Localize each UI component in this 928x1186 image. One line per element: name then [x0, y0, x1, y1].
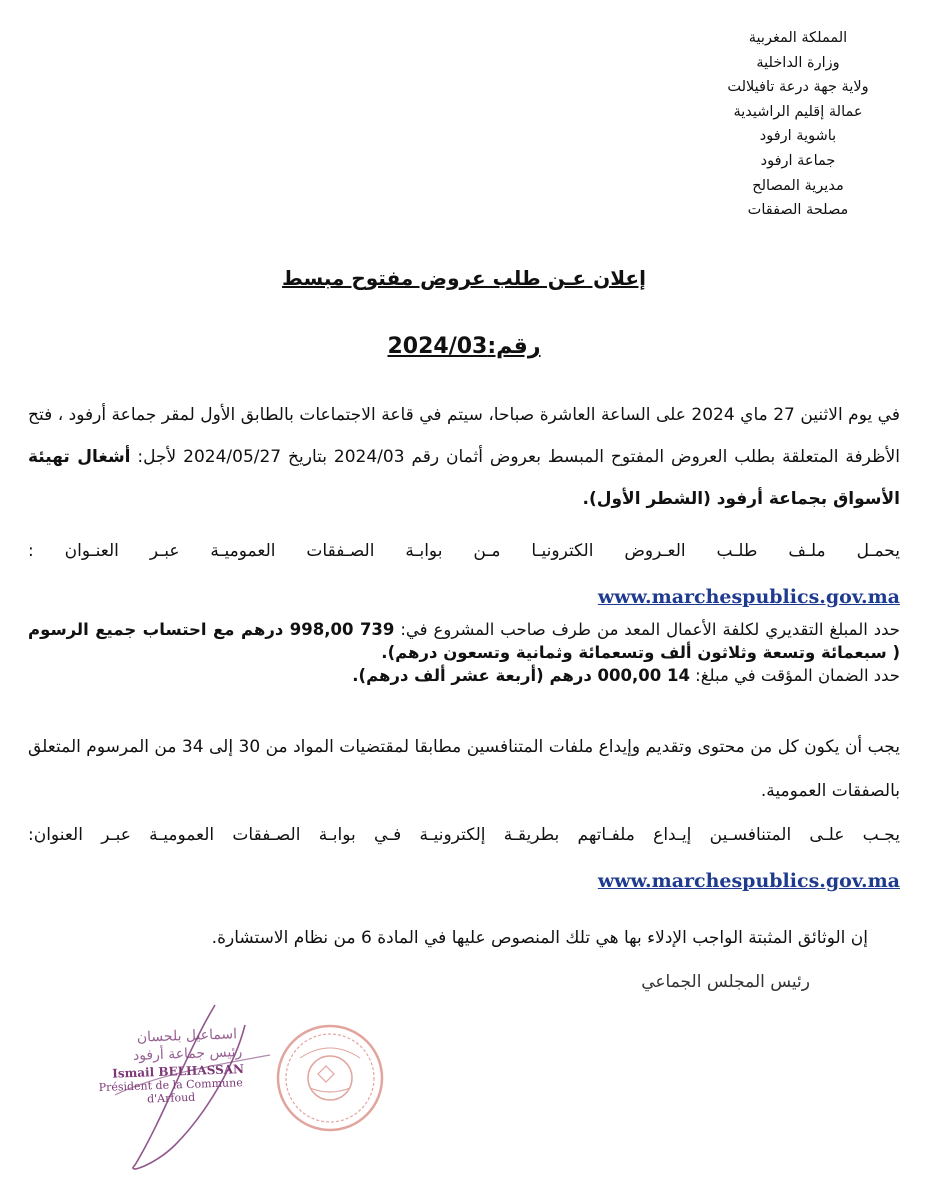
header-line-ministry: وزارة الداخلية	[756, 54, 840, 71]
compliance-paragraph: يجب أن يكون كل من محتوى وتقديم وإيداع ملفات المتنافسين مطابقا لمقتضيات المواد من 30 إلى 34 من المرسوم المتعلق بالصفقات العمومية.	[28, 737, 900, 801]
header-line-directorate: مديرية المصالح	[752, 177, 844, 194]
official-stamp	[270, 1018, 390, 1138]
signatory-ar-name: اسماعيل بلحسان	[136, 1026, 238, 1046]
issuer-header	[708, 26, 888, 223]
header-line-kingdom: المملكة المغربية	[748, 30, 848, 46]
download-paragraph	[28, 528, 900, 621]
signatory-ar-role: رئيس جماعة أرفود	[132, 1044, 243, 1064]
documents-paragraph: إن الوثائق المثبتة الواجب الإدلاء بها هي تلك المنصوص عليها في المادة 6 من نظام الاستشارة.	[211, 928, 868, 948]
download-text: يحمـل ملـف طلـب العـروض الكترونيـا مـن بوابـة الصـفقات العموميـة عبـر العنـوان :	[28, 541, 900, 561]
header-line-pachalik: باشوية ارفود	[759, 128, 837, 145]
submission-text: يجـب علـى المتنافسـين إيـداع ملفـاتهم بطريقـة إلكترونيـة فـي بوابـة الصـفقات العموميـة عبـر العنوان:	[28, 825, 900, 845]
tender-number: رقم:2024/03	[387, 334, 541, 359]
opening-paragraph	[28, 394, 900, 520]
document-title: إعلان عـن طلب عروض مفتوح مبسط	[282, 266, 646, 290]
opening-text: في يوم الاثنين 27 ماي 2024 على الساعة العاشرة صباحا، سيتم في قاعة الاجتماعات بالطابق الأول لمقر جماعة أرفود ، فتح الأظرفة المتعلقة بطلب العروض المفتوح المبسط بعروض أثمان رقم 2024/03 بتاريخ 2024/05/27 لأجل:	[28, 405, 900, 467]
header-line-commune: جماعة ارفود	[760, 152, 836, 169]
signatory-en-name: Ismail BELHASSAN	[111, 1062, 245, 1081]
estimate-amount: 739 998,00 درهم مع احتساب جميع الرسوم ( سبعمائة وتسعة وثلاثون ألف وتسعمائة وثمانية وتسعون درهم).	[28, 620, 900, 662]
header-line-service: مصلحة الصفقات	[747, 202, 849, 219]
portal-link-2[interactable]: www.marchespublics.gov.ma	[597, 870, 900, 892]
guarantee-text: حدد الضمان المؤقت في مبلغ:	[689, 666, 900, 685]
portal-link[interactable]: www.marchespublics.gov.ma	[597, 586, 900, 608]
guarantee-amount: 14 000,00 درهم (أربعة عشر ألف درهم).	[352, 666, 690, 685]
signatory-en-commune: d'Arfoud	[146, 1090, 196, 1106]
submission-paragraph	[28, 812, 900, 905]
signatory-title: رئيس المجلس الجماعي	[641, 972, 810, 992]
estimate-paragraph	[28, 618, 900, 687]
project-name: أشغال تهيئة الأسواق بجماعة أرفود (الشطر الأول).	[28, 447, 900, 509]
header-line-wilaya: ولاية جهة درعة تافيلالت	[727, 79, 869, 96]
signature-stamp-text	[97, 1025, 280, 1107]
signatory-en-role: Président de la Commune	[98, 1076, 243, 1095]
estimate-text: حدد المبلغ التقديري لكلفة الأعمال المعد من طرف صاحب المشروع في:	[394, 620, 900, 639]
header-line-province: عمالة إقليم الراشيدية	[733, 103, 863, 120]
